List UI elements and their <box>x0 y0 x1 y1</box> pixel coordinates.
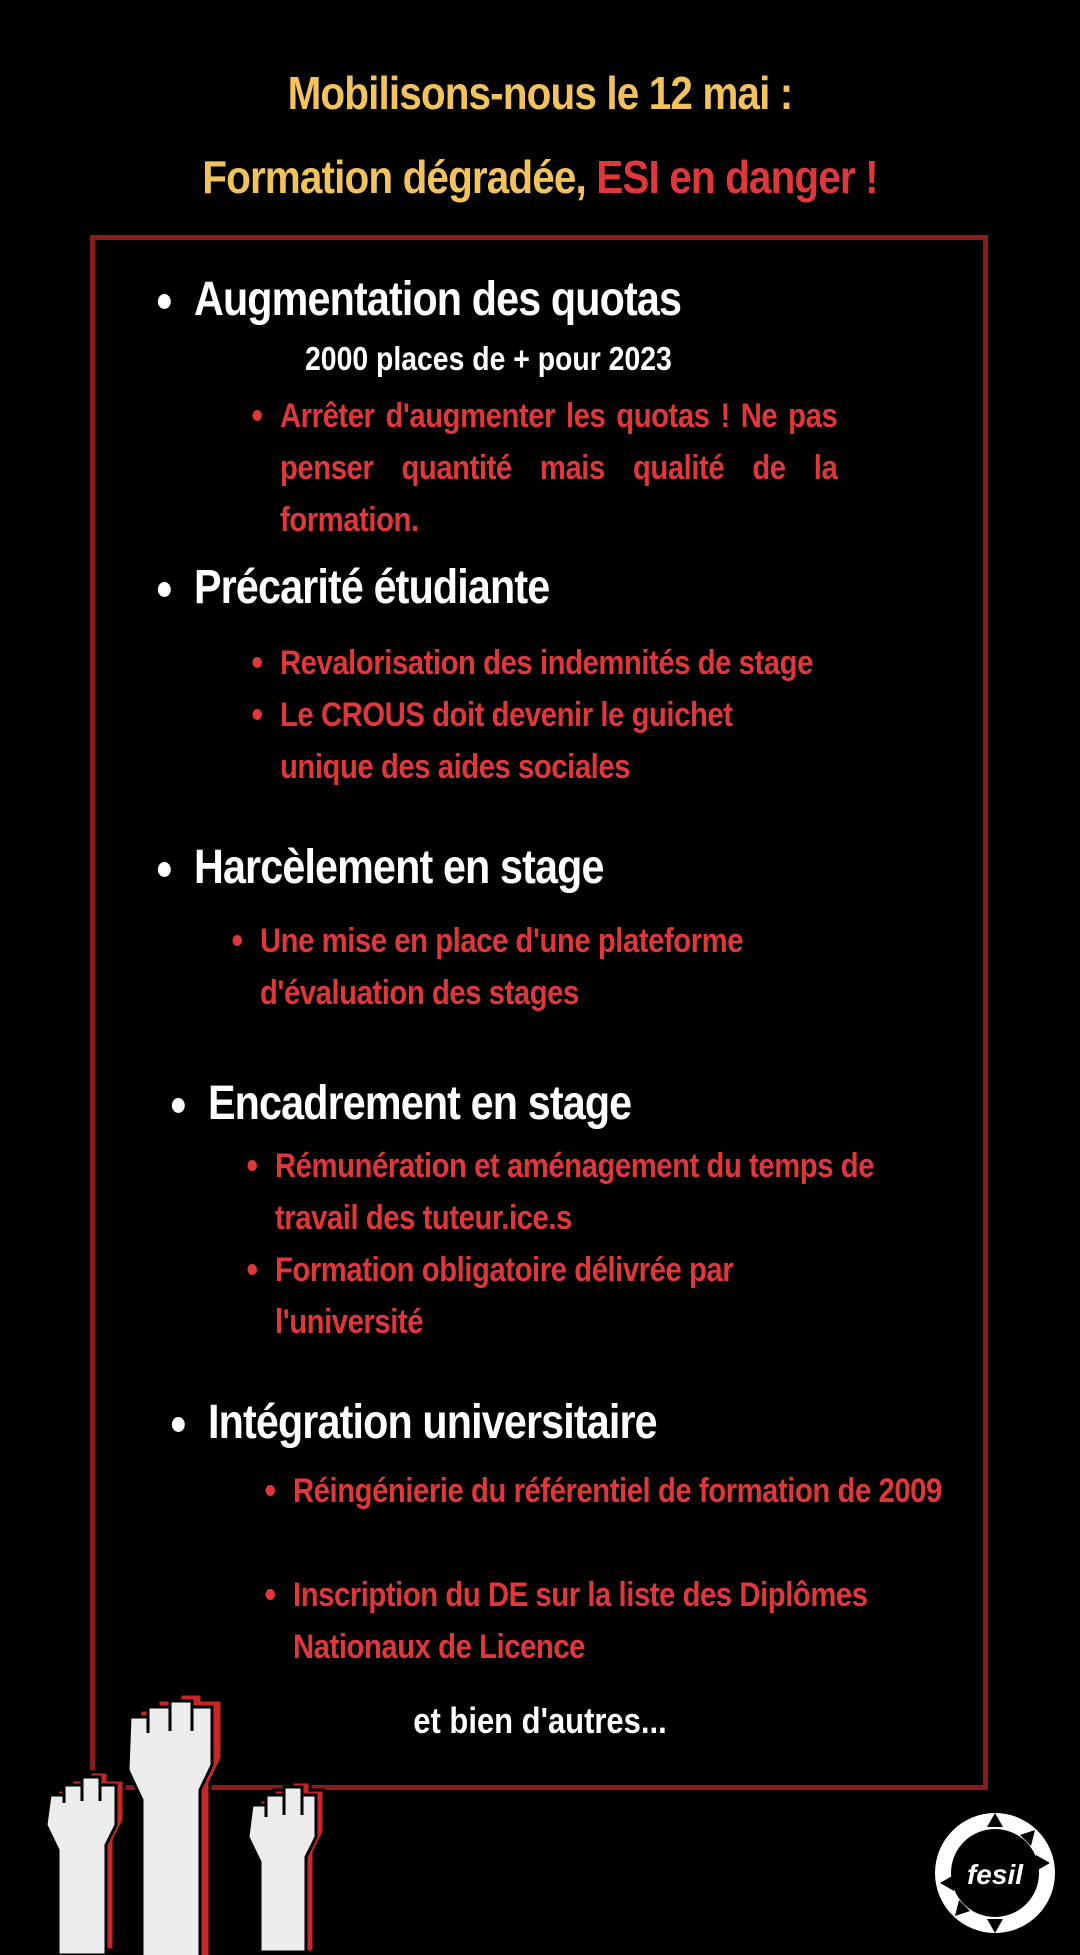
page-title: Mobilisons-nous le 12 mai : <box>287 67 793 119</box>
section-heading-encadrement: Encadrement en stage <box>208 1077 632 1130</box>
closing-text: et bien d'autres... <box>413 1700 667 1741</box>
bullet-harcelement-1: Une mise en place d'une plateforme d'évaluation des stages <box>260 915 785 1019</box>
bullet-quotas-1: Arrêter d'augmenter les quotas ! Ne pas penser quantité mais qualité de la formation. <box>280 390 837 546</box>
bullet-integration-2: Inscription du DE sur la liste des Diplômes Nationaux de Licence <box>293 1569 912 1673</box>
logo-text: fesil <box>966 1859 1024 1890</box>
bullet-encadrement-2: Formation obligatoire délivrée par l'université <box>275 1244 791 1348</box>
bullet-precarite-1: Revalorisation des indemnités de stage <box>280 637 882 689</box>
fesil-logo-icon <box>930 1808 1060 1938</box>
section-heading-quotas: Augmentation des quotas <box>194 273 682 326</box>
bullet-encadrement-1: Rémunération et aménagement du temps de travail des tuteur.ice.s <box>275 1140 946 1244</box>
section-heading-harcelement: Harcèlement en stage <box>194 841 604 894</box>
section-heading-precarite: Précarité étudiante <box>194 561 550 614</box>
section-subtitle-quotas: 2000 places de + pour 2023 <box>305 340 672 377</box>
bullet-integration-1: Réingénierie du référentiel de formation de 2009 <box>293 1465 947 1517</box>
page-subtitle <box>65 150 1015 204</box>
bullet-precarite-2: Le CROUS doit devenir le guichet unique des aides sociales <box>280 689 830 793</box>
raised-fists-icon <box>20 1685 350 1955</box>
subtitle-part-formation: Formation dégradée, <box>202 151 586 203</box>
section-heading-integration: Intégration universitaire <box>208 1396 657 1449</box>
subtitle-part-esi: ESI en danger ! <box>596 151 878 203</box>
